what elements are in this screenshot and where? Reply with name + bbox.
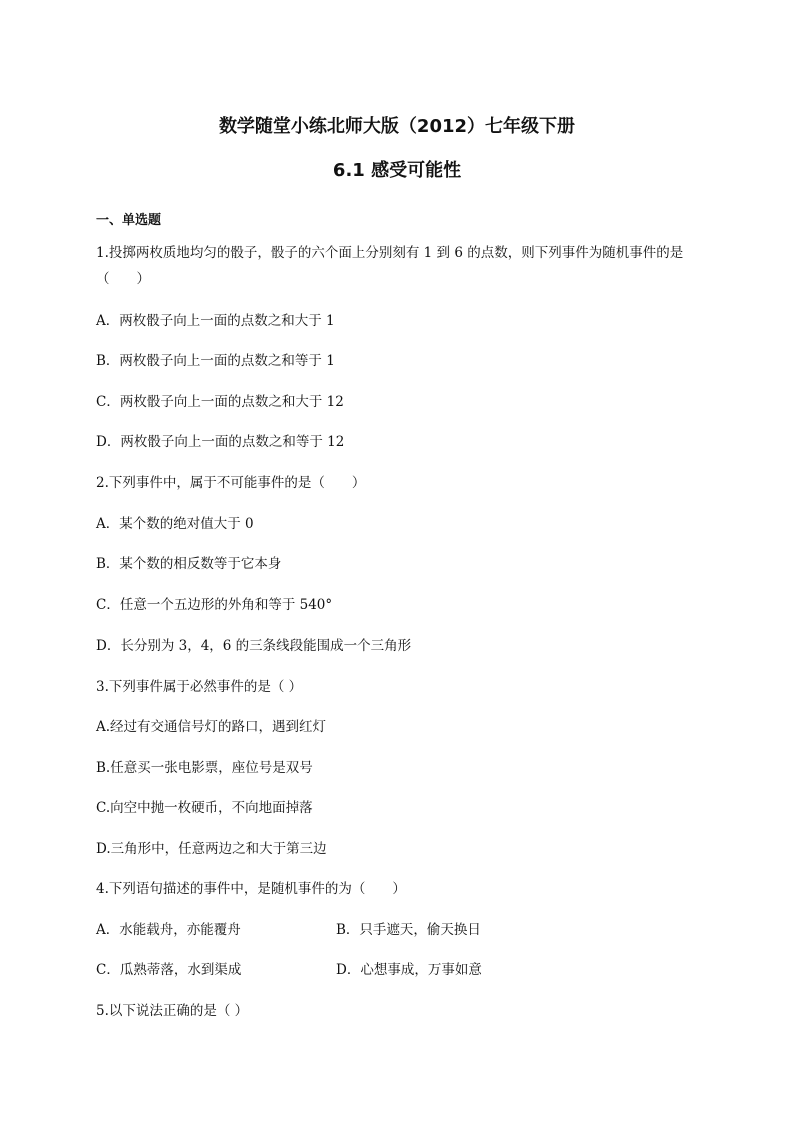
question-3-option-b: B.任意买一张电影票，座位号是双号 xyxy=(96,760,313,776)
question-3-option-a: A.经过有交通信号灯的路口，遇到红灯 xyxy=(96,719,327,735)
question-2-option-b: B．某个数的相反数等于它本身 xyxy=(96,556,282,572)
question-2-stem: 2.下列事件中，属于不可能事件的是（ ） xyxy=(96,475,366,491)
lesson-title: 6.1 感受可能性 xyxy=(332,160,462,181)
question-1-stem: 1.投掷两枚质地均匀的骰子，骰子的六个面上分别刻有 1 到 6 的点数，则下列事件为随机事件的是 xyxy=(96,245,684,261)
question-4-stem: 4.下列语句描述的事件中，是随机事件的为（ ） xyxy=(96,881,406,897)
question-4-option-a: A．水能载舟，亦能覆舟 xyxy=(96,922,241,938)
question-1-option-a: A．两枚骰子向上一面的点数之和大于 1 xyxy=(96,313,335,329)
question-1-option-c: C．两枚骰子向上一面的点数之和大于 12 xyxy=(96,394,344,410)
question-4-option-b: B．只手遮天，偷天换日 xyxy=(336,922,481,938)
question-1-option-d: D．两枚骰子向上一面的点数之和等于 12 xyxy=(96,434,345,450)
question-1-stem-continued: （ ） xyxy=(96,271,150,287)
question-3-option-c: C.向空中抛一枚硬币，不向地面掉落 xyxy=(96,800,313,816)
section-heading: 一、单选题 xyxy=(96,213,162,228)
question-5-stem: 5.以下说法正确的是（ ） xyxy=(96,1003,249,1019)
question-3-option-d: D.三角形中，任意两边之和大于第三边 xyxy=(96,841,327,857)
question-1-option-b: B．两枚骰子向上一面的点数之和等于 1 xyxy=(96,353,335,369)
question-4-option-d: D．心想事成，万事如意 xyxy=(336,962,482,978)
document-title: 数学随堂小练北师大版（2012）七年级下册 xyxy=(218,116,576,137)
question-3-stem: 3.下列事件属于必然事件的是（ ） xyxy=(96,679,303,695)
question-2-option-d: D．长分别为 3，4，6 的三条线段能围成一个三角形 xyxy=(96,638,412,654)
question-4-option-c: C．瓜熟蒂落，水到渠成 xyxy=(96,962,242,978)
question-2-option-c: C．任意一个五边形的外角和等于 540° xyxy=(96,597,333,613)
question-2-option-a: A．某个数的绝对值大于 0 xyxy=(96,516,254,532)
